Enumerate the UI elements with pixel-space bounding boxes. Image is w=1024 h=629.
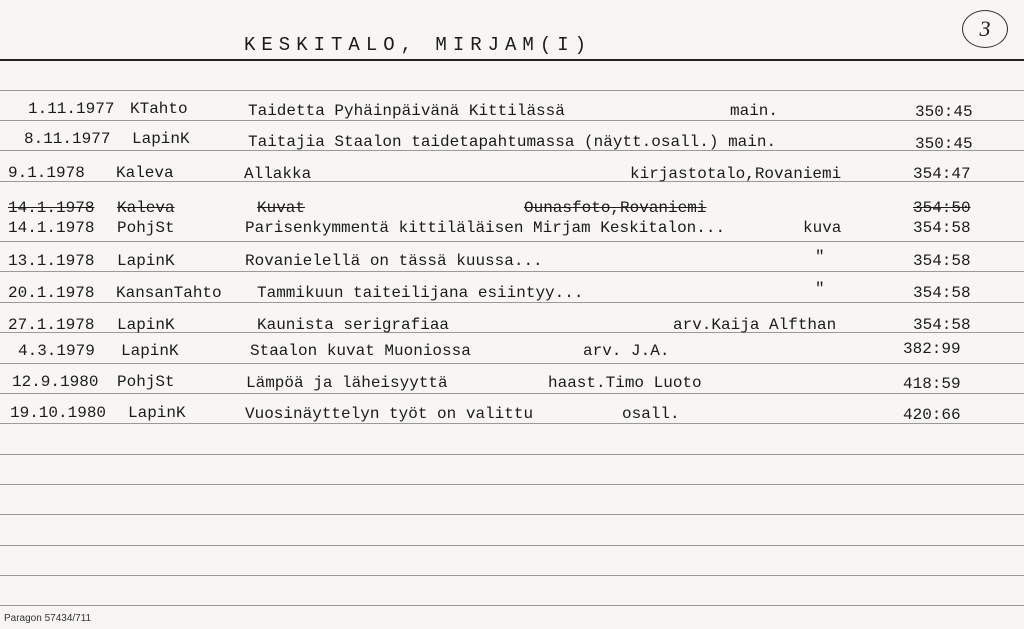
entry-title: Parisenkymmentä kittiläläisen Mirjam Keskitalon... [245,219,726,237]
entry-note: haast.Timo Luoto [548,374,702,392]
entry-source: KansanTahto [116,284,222,302]
entry-title: Rovanielellä on tässä kuussa... [245,252,543,270]
entry-date: 14.1.1978 [8,199,95,217]
entry-source: PohjSt [117,219,175,237]
entry-date: 19.10.1980 [10,404,107,422]
rule-line [0,545,1024,546]
entry-title: Vuosinäyttelyn työt on valittu [245,405,534,423]
entry-title: Kuvat [257,199,306,217]
card-title: KESKITALO, MIRJAM(I) [244,34,593,56]
entry-title: Kaunista serigrafiaa [257,316,450,334]
entry-ref: 420:66 [903,406,961,424]
entry-ref: 354:58 [913,316,971,334]
entry-source: LapinK [132,130,190,148]
page-number-circle: 3 [962,10,1008,48]
rule-line [0,271,1024,272]
rule-line [0,120,1024,121]
entry-date: 9.1.1978 [8,164,85,182]
rule-line [0,423,1024,424]
rule-line [0,393,1024,394]
entry-source: KTahto [130,100,188,118]
ditto-mark: " [815,280,825,298]
entry-note: osall. [622,405,680,423]
header-rule [0,59,1024,61]
entry-title: Taidetta Pyhäinpäivänä Kittilässä [248,102,565,120]
entry-note: kirjastotalo,Rovaniemi [630,165,842,183]
entry-source: LapinK [117,316,175,334]
entry-date: 4.3.1979 [18,342,95,360]
entry-ref: 354:58 [913,219,971,237]
entry-note: main. [730,102,779,120]
entry-title: Lämpöä ja läheisyyttä [246,374,448,392]
entry-ref: 350:45 [915,135,973,153]
entry-source: Kaleva [116,164,174,182]
rule-line [0,363,1024,364]
ditto-mark: " [815,248,825,266]
rule-line [0,484,1024,485]
entry-source: LapinK [121,342,179,360]
entry-date: 12.9.1980 [12,373,99,391]
entry-ref: 354:50 [913,199,971,217]
rule-line [0,241,1024,242]
entry-date: 14.1.1978 [8,219,95,237]
rule-line [0,302,1024,303]
entry-source: Kaleva [117,199,175,217]
entry-source: LapinK [128,404,186,422]
entry-ref: 354:58 [913,284,971,302]
entry-title: Staalon kuvat Muoniossa [250,342,471,360]
entry-source: LapinK [117,252,175,270]
entry-ref: 350:45 [915,103,973,121]
entry-note: kuva [803,219,842,237]
entry-ref: 418:59 [903,375,961,393]
entry-ref: 354:58 [913,252,971,270]
entry-note: Ounasfoto,Rovaniemi [524,199,707,217]
entry-date: 13.1.1978 [8,252,95,270]
rule-line [0,605,1024,606]
entry-date: 20.1.1978 [8,284,95,302]
entry-title: Tammikuun taiteilijana esiintyy... [257,284,584,302]
entry-source: PohjSt [117,373,175,391]
entry-note: arv. J.A. [583,342,670,360]
entry-date: 27.1.1978 [8,316,95,334]
entry-title: Allakka [244,165,312,183]
rule-line [0,575,1024,576]
card-imprint: Paragon 57434/711 [4,613,92,624]
entry-date: 1.11.1977 [28,100,115,118]
entry-ref: 382:99 [903,340,961,358]
entry-title: Taitajia Staalon taidetapahtumassa (näytt.osall.) main. [248,133,777,151]
rule-line [0,454,1024,455]
entry-ref: 354:47 [913,165,971,183]
entry-note: arv.Kaija Alfthan [673,316,837,334]
rule-line [0,90,1024,91]
entry-date: 8.11.1977 [24,130,111,148]
rule-line [0,514,1024,515]
